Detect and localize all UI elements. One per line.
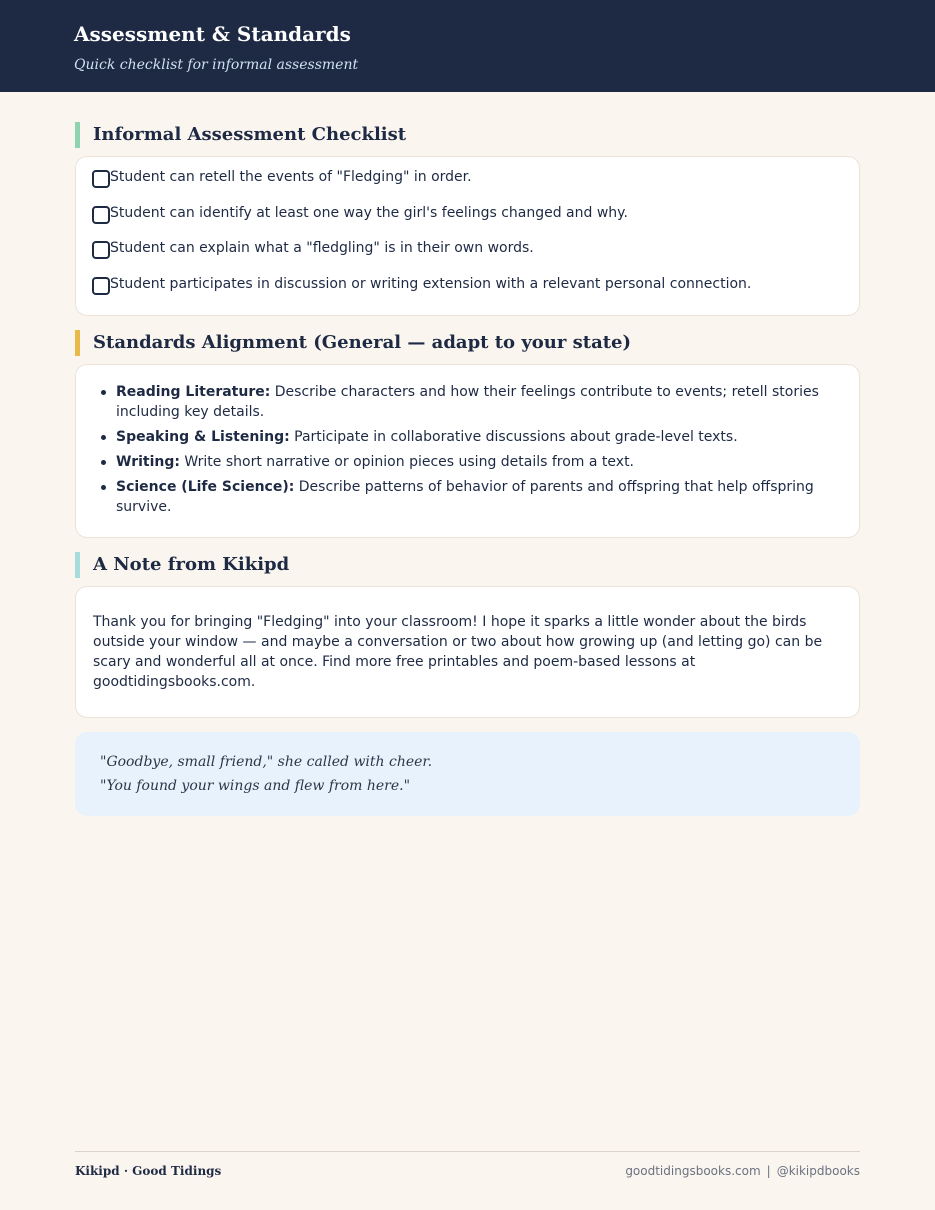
standards-card [75,364,860,538]
checklist-item [92,203,843,224]
page-header [0,0,935,92]
standard-name: Reading Literature: [116,383,271,400]
checkbox[interactable] [92,241,110,259]
standard-text: Describe characters and how their feelings contribute to events; retell stories including key details. [116,383,819,420]
checklist-item [92,274,843,295]
page-footer [75,1151,860,1178]
footer-links [625,1164,860,1178]
footer-website: goodtidingsbooks.com [625,1164,761,1178]
quote-line: "Goodbye, small friend," she called with cheer. [100,753,433,770]
page-title: Assessment & Standards [74,22,351,46]
standard-text: Write short narrative or opinion pieces using details from a text. [179,453,635,470]
list-item [100,452,839,472]
standard-name: Science (Life Science): [116,478,295,495]
footer-handle: @kikipdbooks [776,1164,860,1178]
checkbox[interactable] [92,277,110,295]
main-content [0,92,935,816]
checklist-item-text: Student can explain what a "fledgling" is in their own words. [110,240,534,256]
standard-text: Describe patterns of behavior of parents and offspring that help offspring survive. [116,478,814,515]
footer-separator: | [766,1164,771,1178]
list-item [100,427,839,447]
footer-brand: Kikipd · Good Tidings [75,1164,222,1178]
checkbox[interactable] [92,170,110,188]
note-card [75,586,860,718]
checklist-item-text: Student can identify at least one way the girl's feelings changed and why. [110,204,628,221]
checkbox[interactable] [92,206,110,224]
standards-list [100,382,839,517]
page-subtitle: Quick checklist for informal assessment [74,57,359,73]
note-body: Thank you for bringing "Fledging" into your classroom! I hope it sparks a little wonder about the birds outside your window — and maybe a conversation or two about how growing up (and letting go) can be scary and wonderful all at once. Find more free printables and poem-based lessons at goodtidingsbooks.com. [93,613,823,690]
checklist-card [75,156,860,316]
standard-name: Writing: [116,453,180,470]
checklist-item-text: Student can retell the events of "Fledging" in order. [110,169,472,185]
checklist-item-text: Student participates in discussion or writing extension with a relevant personal connection. [110,275,752,292]
quote-line: "You found your wings and flew from here." [100,777,411,794]
standard-text: Participate in collaborative discussions about grade-level texts. [289,428,738,445]
standards-heading: Standards Alignment (General — adapt to your state) [75,330,860,356]
checklist-heading: Informal Assessment Checklist [75,122,860,148]
note-heading: A Note from Kikipd [75,552,860,578]
standard-name: Speaking & Listening: [116,428,290,445]
checklist-item [92,238,843,259]
quote-block [75,732,860,816]
list-item [100,477,839,517]
list-item [100,382,839,422]
checklist-item [92,167,843,188]
